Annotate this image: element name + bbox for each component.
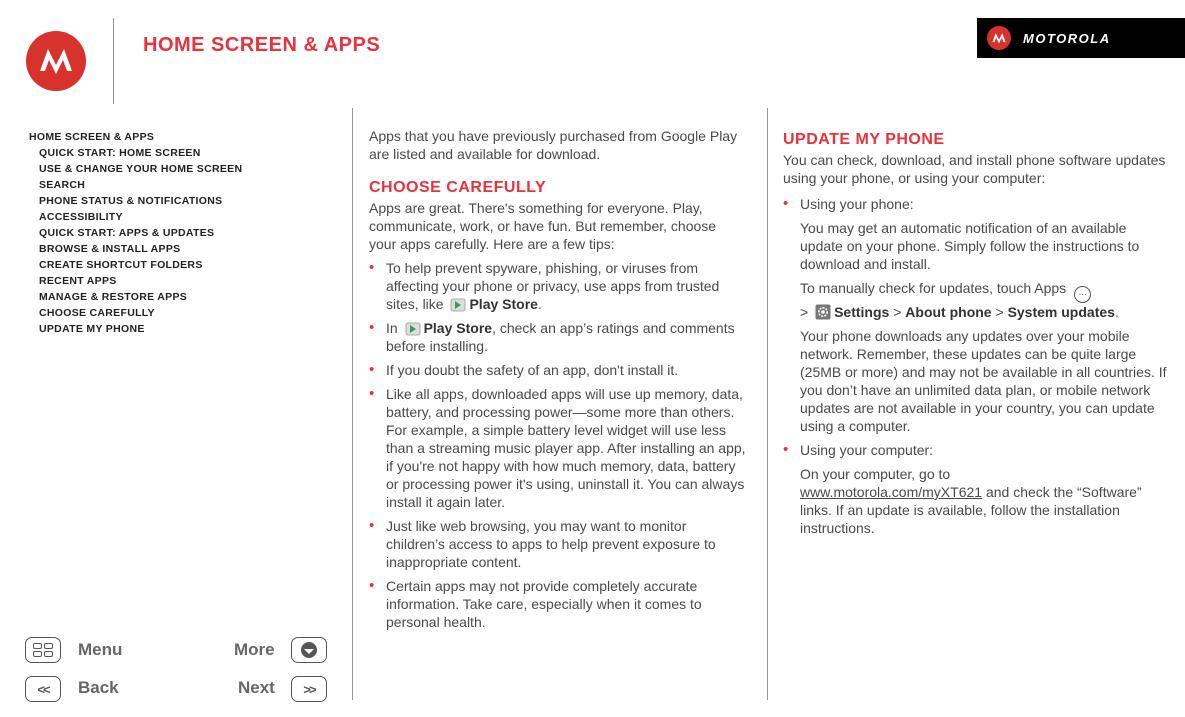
bullet-icon: • — [783, 441, 789, 458]
list-item: • If you doubt the safety of an app, don't install it. — [369, 361, 679, 378]
update-list — [783, 195, 1168, 537]
toc-item[interactable]: PHONE STATUS & NOTIFICATIONS — [39, 195, 223, 207]
section-lead: Apps are great. There's something for everyone. Play, communicate, work, or have fun. But remember, choose your apps carefully. Here are a few tips: — [369, 200, 717, 252]
table-of-contents — [29, 129, 329, 337]
more-button[interactable] — [291, 637, 327, 663]
toc-item[interactable]: UPDATE MY PHONE — [39, 323, 145, 335]
list-item: • Like all apps, downloaded apps will use up memory, data, battery, and processing power—some more than others. For example, a simple battery level widget will use less than a streaming music player app. After installing an app, if you're not happy with how much memory, data, battery or processing power it's using, uninstall it. You can always install it again later. — [369, 385, 746, 510]
double-chevron-right-icon: >> — [303, 681, 315, 697]
menu-label[interactable]: Menu — [78, 640, 123, 659]
bullet-icon: • — [369, 517, 375, 534]
column-divider — [767, 108, 768, 700]
play-store-icon — [450, 296, 466, 312]
next-label[interactable]: Next — [238, 678, 275, 697]
double-chevron-left-icon: << — [37, 681, 49, 697]
bullet-icon: • — [369, 577, 375, 594]
settings-gear-icon — [815, 304, 831, 320]
motorola-logo — [26, 31, 86, 91]
section-heading: UPDATE MY PHONE — [783, 131, 945, 148]
section-lead: You can check, download, and install phone software updates using your phone, or using your computer: — [783, 152, 1166, 186]
back-label[interactable]: Back — [78, 678, 119, 697]
toc-item[interactable]: ACCESSIBILITY — [39, 211, 123, 223]
list-item: • To help prevent spyware, phishing, or viruses from affecting your phone or privacy, use apps from trusted sites, like Play Store. — [369, 259, 720, 312]
brand-tag — [977, 18, 1185, 58]
toc-item[interactable]: RECENT APPS — [39, 275, 117, 287]
toc-item[interactable]: QUICK START: HOME SCREEN — [39, 147, 201, 159]
toc-item[interactable]: CREATE SHORTCUT FOLDERS — [39, 259, 203, 271]
section-heading: CHOOSE CAREFULLY — [369, 179, 547, 196]
list-item: • Using your computer: On your computer, go to www.motorola.com/myXT621 and check the “Software” links. If an update is available, follow the installation instructions. — [783, 441, 1142, 536]
header-divider — [113, 18, 114, 104]
play-store-icon — [405, 320, 421, 336]
back-button[interactable] — [25, 676, 61, 702]
batwing-icon — [34, 39, 78, 83]
column-divider — [352, 108, 353, 700]
more-label[interactable]: More — [234, 640, 275, 659]
toc-item[interactable]: QUICK START: APPS & UPDATES — [39, 227, 215, 239]
toc-item[interactable]: BROWSE & INSTALL APPS — [39, 243, 181, 255]
bullet-icon: • — [369, 361, 375, 378]
intro-text: Apps that you have previously purchased from Google Play are listed and available for download. — [369, 128, 738, 162]
toc-item[interactable]: CHOOSE CAREFULLY — [39, 307, 155, 319]
tips-list — [369, 259, 747, 631]
list-item: • Certain apps may not provide completely accurate information. Take care, especially when it comes to personal health. — [369, 577, 702, 630]
list-item: • Just like web browsing, you may want to monitor children’s access to apps to help prevent exposure to inappropriate content. — [369, 517, 716, 570]
grid-icon — [33, 643, 53, 657]
chevron-down-icon — [301, 642, 317, 658]
toc-item[interactable]: HOME SCREEN & APPS — [29, 131, 155, 143]
middle-column — [369, 127, 747, 637]
motorola-support-link[interactable]: www.motorola.com/myXT621 — [800, 484, 983, 500]
bullet-icon: • — [369, 385, 375, 402]
right-column — [783, 131, 1168, 543]
list-item: • Using your phone: You may get an automatic notification of an available update on your phone. Simply follow the instructions to download and install. To manually check for updates, touch Apps ⋯ > Settings > About phone > System updates. Your phone downloads any updates over your mobile network. Remember, these updates can be quite large (25MB or more) and may not be available in all countries. If you don’t have an unlimited data plan, or mobile network updates are not available in your country, you can update using a computer. — [783, 195, 1167, 434]
toc-item[interactable]: USE & CHANGE YOUR HOME SCREEN — [39, 163, 243, 175]
bullet-icon: • — [369, 319, 375, 336]
bullet-icon: • — [783, 195, 789, 212]
toc-item[interactable]: SEARCH — [39, 179, 86, 191]
toc-item[interactable]: MANAGE & RESTORE APPS — [39, 291, 188, 303]
menu-button[interactable] — [25, 637, 61, 663]
bullet-icon: • — [369, 259, 375, 276]
next-button[interactable] — [291, 676, 327, 702]
batwing-icon — [987, 26, 1011, 50]
apps-icon: ⋯ — [1074, 286, 1091, 303]
list-item: • In Play Store, check an app’s ratings and comments before installing. — [369, 319, 735, 354]
page-title: HOME SCREEN & APPS — [143, 34, 381, 56]
brand-wordmark: MOTOROLA — [1023, 30, 1111, 46]
